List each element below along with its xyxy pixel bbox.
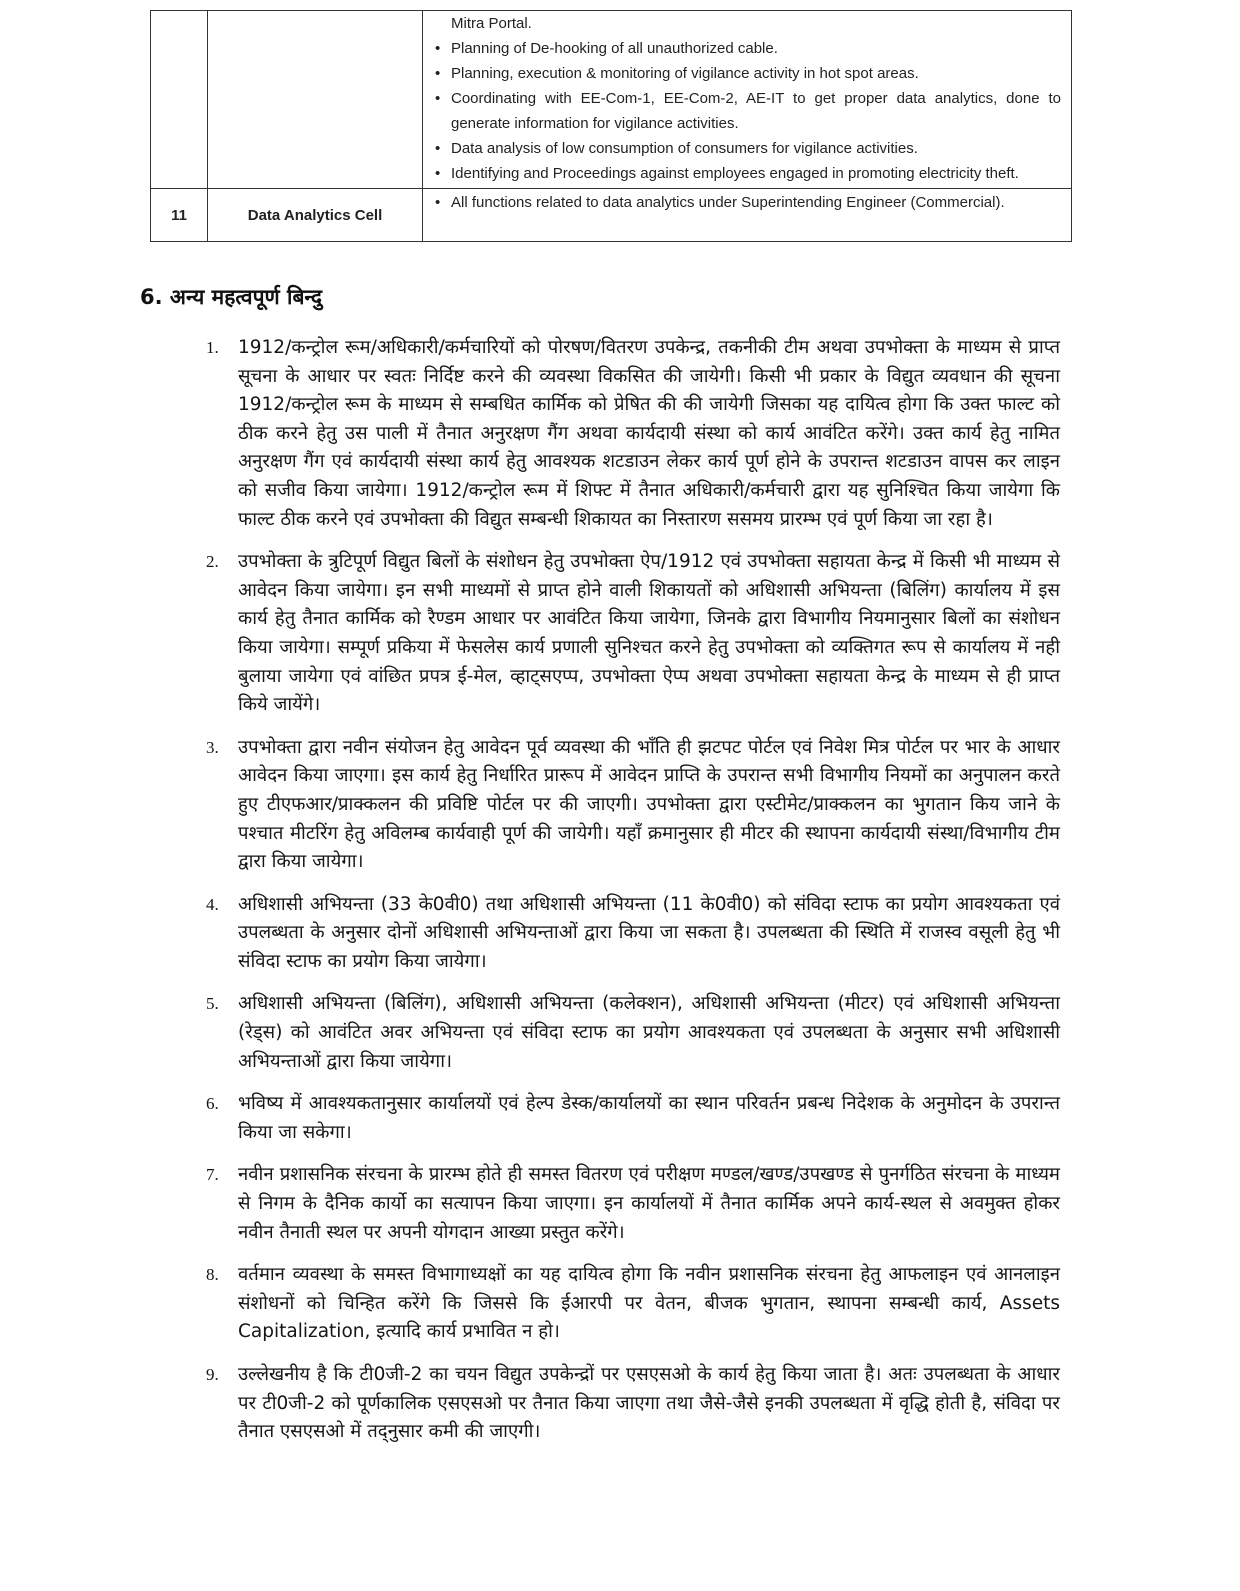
function-item: • Planning, execution & monitoring of vigilance activity in hot spot areas. [431,61,1061,86]
point-number: 4. [206,894,219,914]
point-text: वर्तमान व्यवस्था के समस्त विभागाध्यक्षों का यह दायित्व होगा कि नवीन प्रशासनिक संरचना हेतु आफलाइन एवं आनलाइन संशोधनों को चिन्हित करेंगे कि जिससे कि ईआरपी पर वेतन, बीजक भुगतान, स्थापना सम्बन्धी कार्य, Assets Capitalization, इत्यादि कार्य प्रभावित न हो। [238,1264,1060,1343]
point-number: 3. [206,737,219,757]
point-text: अधिशासी अभियन्ता (बिलिंग), अधिशासी अभियन्ता (कलेक्शन), अधिशासी अभियन्ता (मीटर) एवं अधिशासी अभियन्ता (रेड्स) को आवंटित अवर अभियन्ता एवं संविदा स्टाफ का प्रयोग आवश्यकता एवं उपलब्धता के अनुसार सभी अधिशासी अभियन्ताओं द्वारा किया जायेगा। [238,993,1060,1072]
point-number: 2. [206,552,219,572]
point-text: अधिशासी अभियन्ता (33 के0वी0) तथा अधिशासी अभियन्ता (11 के0वी0) को संविदा स्टाफ का प्रयोग आवश्यकता एवं उपलब्धता के अनुसार दोनों अधिशासी अभियन्ताओं द्वारा किया जा सकता है। उपलब्धता की स्थिति में राजस्व वसूली हेतु भी संविदा स्टाफ का प्रयोग किया जायेगा। [238,893,1060,972]
point-text: उपभोक्ता के त्रुटिपूर्ण विद्युत बिलों के संशोधन हेतु उपभोक्ता ऐप/1912 एवं उपभोक्ता सहायता केन्द्र में किसी भी माध्यम से आवेदन किया जायेगा। इन सभी माध्यमों से प्राप्त होने वाली शिकायतों को अधिशासी अभियन्ता (बिलिंग) कार्यालय में इस कार्य हेतु तैनात कार्मिक को रैण्डम आधार पर आवंटित किया जायेगा, जिनके द्वारा विभागीय नियमानुसार बिलों का संशोधन किया जायेगा। सम्पूर्ण प्रकिया में फेसलेस कार्य प्रणाली सुनिश्चत करने हेतु उपभोक्ता को व्यक्तिगत रूप से कार्यालय में नही बुलाया जायेगा एवं वांछित प्रपत्र ई-मेल, व्हाट्सएप्प, उपभोक्ता ऐप्प अथवा उपभोक्ता सहायता केन्द्र के माध्यम से ही प्राप्त किये जायेंगे। [238,551,1060,716]
section-name-cell: Data Analytics Cell [208,189,423,242]
functions-list [431,191,1061,214]
point-item [200,1361,1060,1447]
table-row [151,189,1072,242]
point-number: 5. [206,994,219,1014]
point-number: 9. [206,1365,219,1384]
function-item: • Data analysis of low consumption of consumers for vigilance activities. [431,136,1061,161]
table-row [151,11,1072,189]
serial-number-cell: 11 [151,189,208,242]
point-item [200,1161,1060,1247]
functions-cell [423,189,1072,242]
point-item [200,990,1060,1076]
serial-number-cell [151,11,208,189]
function-item: • Identifying and Proceedings against employees engaged in promoting electricity theft. [431,161,1061,186]
point-number: 6. [206,1094,219,1114]
point-text: 1912/कन्ट्रोल रूम/अधिकारी/कर्मचारियों को पोरषण/वितरण उपकेन्द्र, तकनीकी टीम अथवा उपभोक्ता के माध्यम से प्राप्त सूचना के आधार पर स्वतः निर्दिष्ट करने की व्यवस्था विकसित की जायेगी। किसी भी प्रकार के विद्युत व्यवधान की सूचना 1912/कन्ट्रोल रूम के माध्यम से सम्बधित कार्मिक को प्रेषित की की जायेगी जिसका यह दायित्व होगा कि उक्त फाल्ट को ठीक करने हेतु उस पाली में तैनात अनुरक्षण गैंग अथवा कार्यदायी संस्था को कार्य आवंटित करेंगे। उक्त कार्य हेतु नामित अनुरक्षण गैंग एवं कार्यदायी संस्था कार्य हेतु आवश्यक शटडाउन लेकर कार्य पूर्ण होने के उपरान्त शटडाउन वापस कर लाइन को सजीव किया जायेगा। 1912/कन्ट्रोल रूम में शिफ्ट में तैनात अधिकारी/कर्मचारी द्वारा यह सुनिश्चित किया जायेगा कि फाल्ट ठीक करने एवं उपभोक्ता की विद्युत सम्बन्धी शिकायत का निस्तारण ससमय प्रारम्भ एवं पूर्ण किया जा रहा है। [238,337,1060,530]
section-name-cell [208,11,423,189]
point-text: भविष्य में आवश्यकतानुसार कार्यालयों एवं हेल्प डेस्क/कार्यालयों का स्थान परिवर्तन प्रबन्ध निदेशक के अनुमोदन के उपरान्त किया जा सकेगा। [238,1093,1060,1143]
functions-list [431,36,1061,186]
point-item [200,734,1060,877]
point-number: 7. [206,1165,219,1185]
point-text: उल्लेखनीय है कि टी0जी-2 का चयन विद्युत उपकेन्द्रों पर एसएसओ के कार्य हेतु किया जाता है। अतः उपलब्धता के आधार पर टी0जी-2 को पूर्णकालिक एसएसओ पर तैनात किया जाएगा तथा जैसे-जैसे इनकी उपलब्धता में वृद्धि होती है, संविदा पर तैनात एसएसओ में तद्नुसार कमी की जाएगी। [238,1364,1060,1443]
point-item [200,1261,1060,1347]
function-item: • All functions related to data analytics under Superintending Engineer (Commercial). [431,191,1061,214]
point-item [200,548,1060,720]
functions-cell [423,11,1072,189]
point-item [200,1090,1060,1147]
function-item: • Coordinating with EE-Com-1, EE-Com-2, AE-IT to get proper data analytics, done to generate information for vigilance activities. [431,86,1061,136]
point-text: नवीन प्रशासनिक संरचना के प्रारम्भ होते ही समस्त वितरण एवं परीक्षण मण्डल/खण्ड/उपखण्ड से पुनर्गठित संरचना के माध्यम से निगम के दैनिक कार्यो का सत्यापन किया जाएगा। इन कार्यालयों में तैनात कार्मिक अपने कार्य-स्थल से अवमुक्त होकर नवीन तैनाती स्थल पर अपनी योगदान आख्या प्रस्तुत करेंगे। [238,1164,1060,1243]
functions-table [150,10,1072,242]
continuation-text: Mitra Portal. [451,15,532,32]
point-number: 1. [206,338,219,357]
point-text: उपभोक्ता द्वारा नवीन संयोजन हेतु आवेदन पूर्व व्यवस्था की भाँति ही झटपट पोर्टल एवं निवेश मित्र पोर्टल पर भार के आधार आवेदन किया जाएगा। इस कार्य हेतु निर्धारित प्रारूप में आवेदन प्राप्ति के उपरान्त सभी विभागीय नियमों का अनुपालन करते हुए टीएफआर/प्राक्कलन की प्रविष्टि पोर्टल पर की जाएगी। उपभोक्ता द्वारा एस्टीमेट/प्राक्कलन का भुगतान किय जाने के पश्चात मीटरिंग हेतु अविलम्ब कार्यवाही पूर्ण की जायेगी। यहाँ क्रमानुसार ही मीटर की स्थापना कार्यदायी संस्था/विभागीय टीम द्वारा किया जायेगा। [238,736,1060,873]
point-number: 8. [206,1265,219,1285]
function-item: • Planning of De-hooking of all unauthorized cable. [431,36,1061,61]
important-points-list [200,334,1060,1461]
point-item [200,891,1060,977]
section-heading: 6. अन्य महत्वपूर्ण बिन्दु [140,285,323,309]
point-item [200,334,1060,534]
